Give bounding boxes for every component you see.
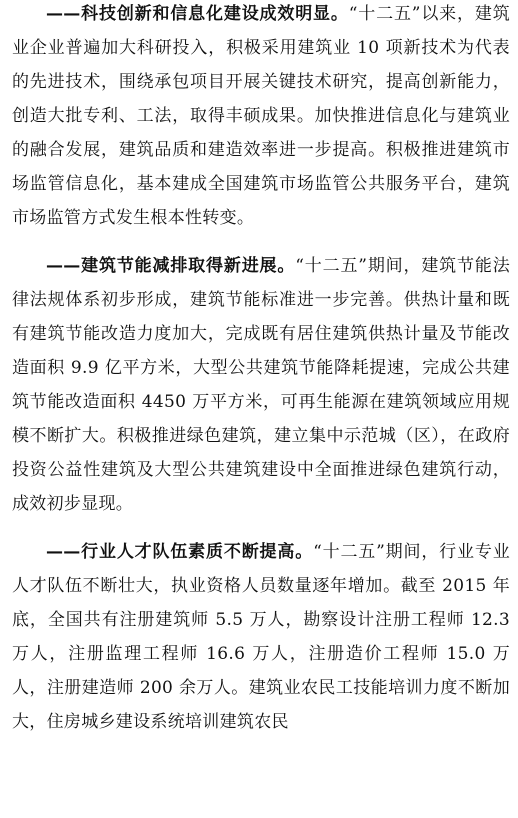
paragraph-body-text: “十二五”以来，建筑业企业普遍加大科研投入，积极采用建筑业 10 项新技术为代表的先进技术，围绕承包项目开展关键技术研究，提高创新能力，创造大批专利、工法，取得丰硕成果。加快推进信息化与建筑业的融合发展，建筑品质和建造效率进一步提高。积极推进建筑市场监管信息化，基本建成全国建筑市场监管公共服务平台，建筑市场监管方式发生根本性转变。 bbox=[12, 4, 510, 228]
paragraph-energy-saving bbox=[12, 249, 510, 521]
paragraph-lead-heading: ——科技创新和信息化建设成效明显。 bbox=[46, 4, 349, 24]
paragraph-talent bbox=[12, 535, 510, 739]
paragraph-body-text: “十二五”期间，建筑节能法律法规体系初步形成，建筑节能标准进一步完善。供热计量和既有建筑节能改造力度加大，完成既有居住建筑供热计量及节能改造面积 9.9 亿平方米，大型公共建筑节能降耗提速，完成公共建筑节能改造面积 4450 万平方米，可再生能源在建筑领域应用规模不断扩大。积极推进绿色建筑，建立集中示范城（区），在政府投资公益性建筑及大型公共建筑建设中全面推进绿色建筑行动，成效初步显现。 bbox=[12, 256, 511, 514]
paragraph-body-text: “十二五”期间，行业专业人才队伍不断壮大，执业资格人员数量逐年增加。截至 2015 年底，全国共有注册建筑师 5.5 万人，勘察设计注册工程师 12.3 万人，注册监理工程师 16.6 万人，注册造价工程师 15.0 万人，注册建造师 200 余万人。建筑业农民工技能培训力度不断加大，住房城乡建设系统培训建筑农民 bbox=[12, 542, 511, 732]
paragraph-lead-heading: ——建筑节能减排取得新进展。 bbox=[46, 256, 296, 276]
paragraph-tech-innovation bbox=[12, 0, 510, 235]
paragraph-lead-heading: ——行业人才队伍素质不断提高。 bbox=[46, 542, 314, 562]
